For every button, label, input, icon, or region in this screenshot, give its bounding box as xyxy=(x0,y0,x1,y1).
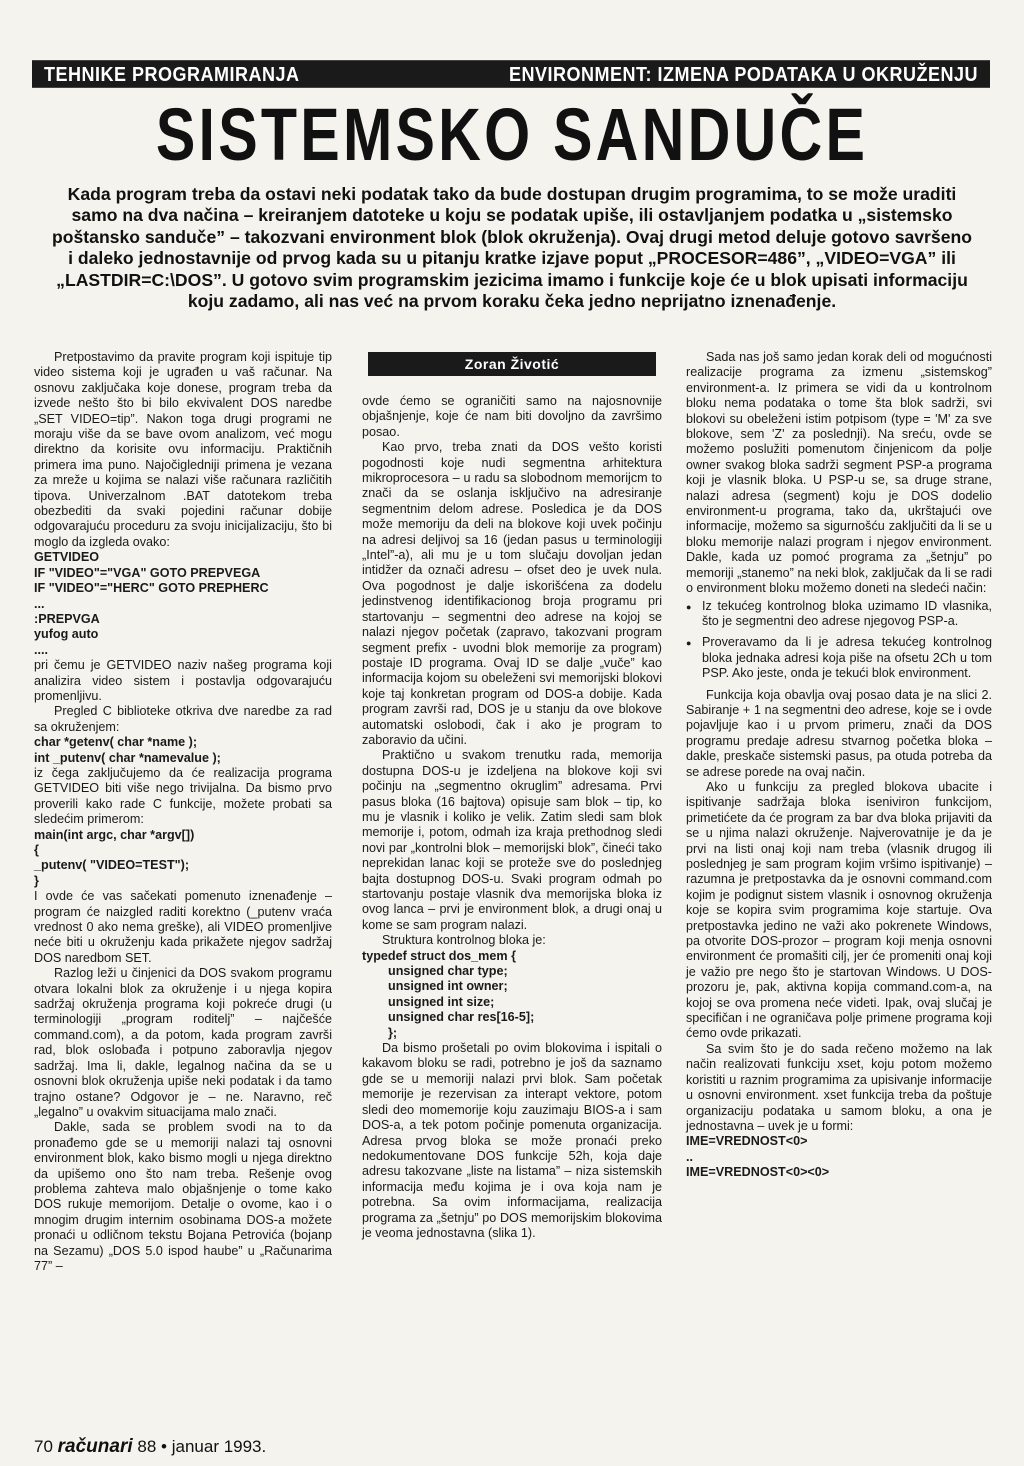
paragraph: ovde ćemo se ograničiti samo na najosnovnije objašnjenje, koje će nam biti dovoljno da završimo posao. xyxy=(362,394,662,439)
section-label: TEHNIKE PROGRAMIRANJA xyxy=(44,61,300,85)
code-line: :PREPVGA xyxy=(34,611,100,626)
issue-date: januar 1993. xyxy=(171,1437,267,1456)
paragraph: Praktično u svakom trenutku rada, memorija dostupna DOS-u je izdeljena na blokove koji svi počinju na „segmentno okruglim” adresama. Prvi pasus bloka (16 bajtova) opisuje sam blok – tip, ko mu je vlasnik i koliko je velik. Zatim sledi sam blok memorije i, potom, odmah iza kraja prethodnog sledi novi par „kontrolni blok – memorijski blok”, čineći tako neprekidan lanac koji se proteže sve do poslednjeg bajta dostupnog DOS-u. Svaki program odmah po startovanju postaje vlasnik dva memorijska bloka iz ovog lanca – prvi je environment blok, a drugi onaj u kome se sam program nalazi. xyxy=(362,748,662,932)
bullet-item: ● Proveravamo da li je adresa tekućeg kontrolnog bloka jednaka adresi koja piše na ofsetu 2Ch u tom PSP. Ako jeste, onda je tekući blok environment. xyxy=(702,635,992,681)
code-line: }; xyxy=(388,1025,398,1040)
paragraph: Sa svim što je do sada rečeno možemo na lak način realizovati funkciju xset, koju potom možemo koristiti u raznim programima za upisivanje informacije u osnovni environment. xset funkcija treba da poštuje organizaciju podataka u samom bloku, a ona je jednostavna – uvek je u formi: xyxy=(686,1041,992,1133)
page-footer xyxy=(34,1436,266,1458)
paragraph: Kao prvo, treba znati da DOS vešto koristi pogodnosti koje nudi segmentna arhitektura mikroprocesora – u radu sa slobodnom memorijcm to znači da se oslanja isključivo na adresiranje segmentnim delom adrese. Posledica je da DOS može memoriju da deli na blokove koji uvek počinju na adresi deljivoj sa 16 (jedan pasus u terminologiji „Intel”-a), ali mu je u tom slučaju dovoljan jedan intidžer da označi adresu – ofset deo je uvek nula. Ova pogodnost je dalje iskorišćena za dodelu jedinstvenog identifikacionog broja programu pri startovanju – segmentni deo adrese na kojoj se nalazi njegov početak (zapravo, takozvani program segment prefix - uvodni blok memorije za program) postaje ID programa. Ovaj ID se dalje „vuče” kao informacija kojom su obeleženi svi memorijski blokovi koje taj konkretan program od DOS-a dobije. Kada program završi rad, DOS je u stanju da ove blokove automatski oslobodi, čak i ako je program to zaboravio da učini. xyxy=(362,440,662,747)
code-line: .... xyxy=(34,642,48,657)
code-line: IME=VREDNOST<0> xyxy=(686,1134,808,1149)
code-line: yufog auto xyxy=(34,627,99,642)
column-3 xyxy=(686,350,992,1181)
code-line: int _putenv( char *namevalue ); xyxy=(34,750,221,765)
bullet-item: ● Iz tekućeg kontrolnog bloka uzimamo ID vlasnika, što je segmentni deo adrese njegovog PSP-a. xyxy=(702,599,992,630)
code-line: ... xyxy=(34,596,45,611)
code-line: { xyxy=(34,843,39,857)
code-line: _putenv( "VIDEO=TEST"); xyxy=(34,858,190,873)
issue-number: 88 xyxy=(137,1437,157,1456)
page-number: 70 xyxy=(34,1437,53,1456)
code-line: GETVIDEO xyxy=(34,550,100,565)
paragraph: Funkcija koja obavlja ovaj posao data je na slici 2. Sabiranje + 1 na segmentni deo adrese, koje se i ovde pojavljuje kao i u prvom primeru, znači da DOS programu predaje adresu stvarnog početka bloka – dakle, preskače sistemski pasus, pa otuda potreba da se adrese porede na ovaj način. xyxy=(686,687,992,779)
article-title: SISTEMSKO SANDUČE xyxy=(155,93,869,176)
code-line: unsigned int owner; xyxy=(388,979,508,994)
paragraph: Struktura kontrolnog bloka je: xyxy=(382,933,546,948)
code-line: typedef struct dos_mem { xyxy=(362,948,516,963)
code-line: unsigned char type; xyxy=(388,964,508,979)
code-line: IF "VIDEO"="HERC" GOTO PREPHERC xyxy=(34,581,269,596)
author-byline: Zoran Životić xyxy=(368,352,656,376)
code-line: .. xyxy=(686,1149,693,1164)
code-line: char *getenv( char *name ); xyxy=(34,735,198,750)
bullet-list xyxy=(686,599,992,682)
paragraph: Pretpostavimo da pravite program koji ispituje tip video sistema koji je ugrađen u vaš računar. Na osnovu zaključaka koje donese, program treba da izvede nešto što bi bilo ekvivalent DOS naredbe „SET VIDEO=tip”. Nakon toga drugi programi ne moraju više da se bave ovom analizom, već mogu direktno da korisite ovu informaciju. Praktičnih primera ima puno. Najočigledniji primena je vezana za mreže u kojima se nalazi više računara različitih tipova. Univerzalnom .BAT datotekom treba obezbediti da svaki pojedini računar dobije odgovarajuću proceduru za svoju inicijalizaciju, što bi moglo da izgleda ovako: xyxy=(34,350,332,549)
code-line: unsigned char res[16-5]; xyxy=(388,1010,535,1025)
topic-label: ENVIRONMENT: IZMENA PODATAKA U OKRUŽENJU xyxy=(509,61,978,85)
paragraph: pri čemu je GETVIDEO naziv našeg programa koji analizira video sistem i postavlja odgovarajuću promenljivu. xyxy=(34,658,332,703)
column-2 xyxy=(362,350,662,1241)
paragraph: Dakle, sada se problem svodi na to da pronađemo gde se u memoriji nalazi taj osnovni environment blok, kako bismo mogli u njega direktno da upišemo ono što nam treba. Rešenje ovog problema zahteva malo objašnjenje o tome kako DOS rukuje memorijom. Detalje o ovome, kao i o mnogim drugim internim osobinama DOS-a možete pronaći u odličnom tekstu Bojana Petrovića (bojanp na Sezamu) „DOS 5.0 ispod haube” u „Računarima 77” – xyxy=(34,1120,332,1273)
code-line: unsigned int size; xyxy=(388,994,495,1009)
paragraph: Da bismo prošetali po ovim blokovima i ispitali o kakavom bloku se radi, potrebno je još da saznamo gde se u memoriji nalazi prvi blok. Sam početak memorije je rezervisan za interapt vektore, potom sledi deo momemorije koju zauzimaju BIOS-a i sam DOS-a, a tek potom počinje pomenuta organizacija. Adresa prvog bloka se može pronaći preko nedokumentovane DOS funkcije 52h, koja daje adresu takozvane „liste na listama” – niza sistemskih informacija među kojima je i ova koja nam je potrebna. Sa ovim informacijama, realizacija programa za „šetnju” po DOS memorijskim blokovima je veoma jednostavna (slika 1). xyxy=(362,1041,662,1240)
code-line: IME=VREDNOST<0><0> xyxy=(686,1165,830,1180)
section-header-bar xyxy=(32,60,990,88)
paragraph: Sada nas još samo jedan korak deli od mogućnosti realizacije programa za izmenu „sistemskog” environment-a. Iz primera se vidi da u kontrolnom bloku nema podataka o tome šta blok sadrži, svi blokovi su obeleženi istim potpisom (type = 'M' za sve blokove, sem 'Z' za poslednji). Na sreću, ovde se možemo poslužiti pomenutom činjenicom da polje owner svakog bloka sadrži segment PSP-a programa koji je vlasnik bloka. U PSP-u se, sa druge strane, nalazi adresa (segment) koju je DOS dodelio environment-u programa, tako da, ukrštajući ove informacije, možemo sa sigurnošću zaključiti da li se u bloku memorije nalazi program i njegov environment. Dakle, kada uz pomoć programa za „šetnju” po memoriji „stanemo” na neki blok, zaključak da li se radi o environment bloku možemo doneti na sledeći način: xyxy=(686,350,992,596)
magazine-name: računari xyxy=(57,1436,133,1457)
paragraph: Ako u funkciju za pregled blokova ubacite i ispitivanje sadržaja bloka iseniviron funkcijom, primetićete da će program za bar dva bloka prijaviti da se u njima nalazi okruženje. Najverovatnije je da je prvi na listi onaj koji nam treba (vlasnik drugog ili poslednjeg je sam program kojim vršimo ispitivanje) – razumna je pretpostavka da je osnovni command.com kojim je podignut sistem vlasnik i osnovnog okruženja koje se kopira svim programima koje startuje. Ova pretpostavka jedino ne važi ako pokrenete Windows, pa otvorite DOS-prozor – program koji menja osnovni environment će promašiti cilj, jer će promeniti onaj koji je važio pre nego što je startovan Windows. U DOS-prozoru je, pak, aktivna kopija command.com-a, na kojoj se ova promena neće videti. Ipak, ovaj slučaj je specifičan i ne ograničava polje primene programa koji ćemo ovde prikazati. xyxy=(686,779,992,1041)
paragraph: iz čega zaključujemo da će realizacija programa GETVIDEO biti više nego trivijalna. Da bismo prvo proverili kako rade C funkcije, možete probati sa sledećim primerom: xyxy=(34,765,332,827)
column-1 xyxy=(34,350,332,1274)
paragraph: I ovde će vas sačekati pomenuto iznenađenje – program će naizgled raditi korektno (_putenv vraća vrednost 0 ako nema greške), ali VIDEO promenljive neće biti u okruženju kada prikažete njegov sadržaj DOS naredbom SET. xyxy=(34,889,332,965)
bullet-separator: • xyxy=(161,1437,167,1456)
article-lead: Kada program treba da ostavi neki podatak tako da bude dostupan drugim programima, to se može uraditi samo na dva načina – kreiranjem datoteke u koju se podatak upiše, ili ostavljanjem podatka u „sistemsko poštansko sandučе” – takozvani environment blok (blok okruženja). Ovaj drugi metod deluje gotovo savršeno i daleko jednostavnije od prvog kada su u pitanju kratke izjave poput „PROCESOR=486”, „VIDEO=VGA” ili „LASTDIR=C:\DOS”. U gotovo svim programskim jezicima imamo i funkcije koje će u blok upisati informaciju koju zadamo, ali nas već na prvom koraku čeka jedno neprijatno iznenađenje. xyxy=(52,184,972,312)
paragraph: Pregled C biblioteke otkriva dve naredbe za rad sa okruženjem: xyxy=(34,704,332,734)
code-line: main(int argc, char *argv[]) xyxy=(34,827,195,842)
code-line: IF "VIDEO"="VGA" GOTO PREPVEGA xyxy=(34,565,261,580)
code-line: } xyxy=(34,873,39,888)
paragraph: Razlog leži u činjenici da DOS svakom programu otvara lokalni blok za okruženje i u njega kopira sadržaj okruženja programa koji pokreće drugi (u terminologiji „program roditelj” – najčešće command.com), a da potom, kada program završi rad, blok oslobađa i potpuno zaboravlja njegov sadržaj. Ima li, dakle, legalnog načina da se u osnovni blok okruženja upiše neki podatak i da tamo trajno ostane? Odgovor je – ne. Naravno, reč „legalno” u ovakvim situacijama malo znači. xyxy=(34,966,332,1119)
